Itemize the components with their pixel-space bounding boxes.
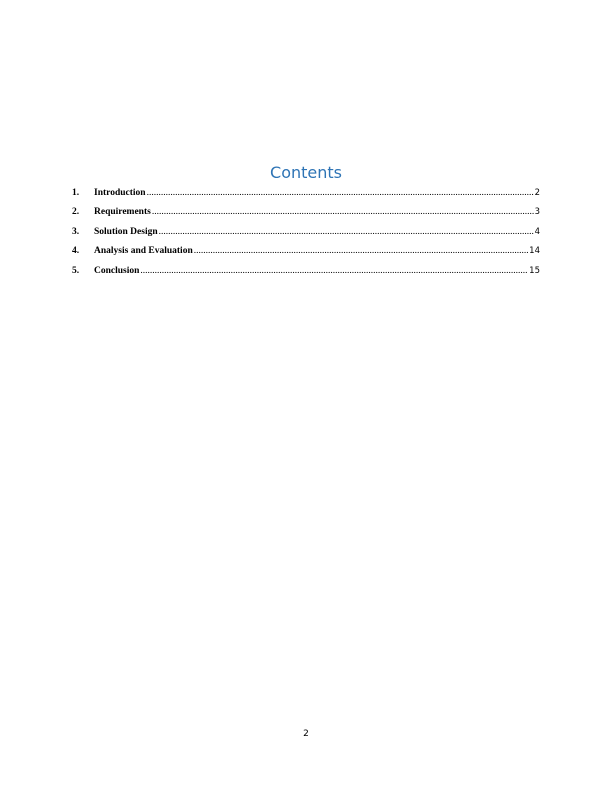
toc-entry-label: Requirements xyxy=(94,207,151,218)
toc-entry-number: 2. xyxy=(72,207,80,218)
toc-dot-leader xyxy=(194,242,528,261)
toc-title: Contents xyxy=(270,163,342,182)
toc-entry-number: 3. xyxy=(72,226,80,237)
toc-dot-leader xyxy=(140,262,528,281)
toc-entry-label: Conclusion xyxy=(94,265,140,276)
toc-entry-number: 4. xyxy=(72,246,80,257)
toc-entry-page: 15 xyxy=(529,265,540,276)
toc-entry-number: 1. xyxy=(72,188,80,198)
toc-dot-leader xyxy=(147,184,534,203)
page-number: 2 xyxy=(303,729,309,739)
toc-entry-page: 3 xyxy=(534,207,540,218)
toc-entry-analysis-and-evaluation[interactable] xyxy=(72,242,540,261)
toc-entry-label: Analysis and Evaluation xyxy=(94,246,193,257)
toc-entry-label: Introduction xyxy=(94,188,146,198)
toc-entry-number: 5. xyxy=(72,265,80,276)
toc-dot-leader xyxy=(152,203,534,222)
toc-entry-conclusion[interactable] xyxy=(72,262,540,281)
toc-entry-page: 2 xyxy=(534,188,540,198)
toc-entry-introduction[interactable] xyxy=(72,184,540,203)
toc-entry-page: 4 xyxy=(534,226,540,237)
toc-entry-label: Solution Design xyxy=(94,226,158,237)
toc-entry-solution-design[interactable] xyxy=(72,223,540,242)
toc-entry-page: 14 xyxy=(529,246,540,257)
table-of-contents xyxy=(72,184,540,281)
toc-entry-requirements[interactable] xyxy=(72,203,540,222)
toc-dot-leader xyxy=(159,223,534,242)
